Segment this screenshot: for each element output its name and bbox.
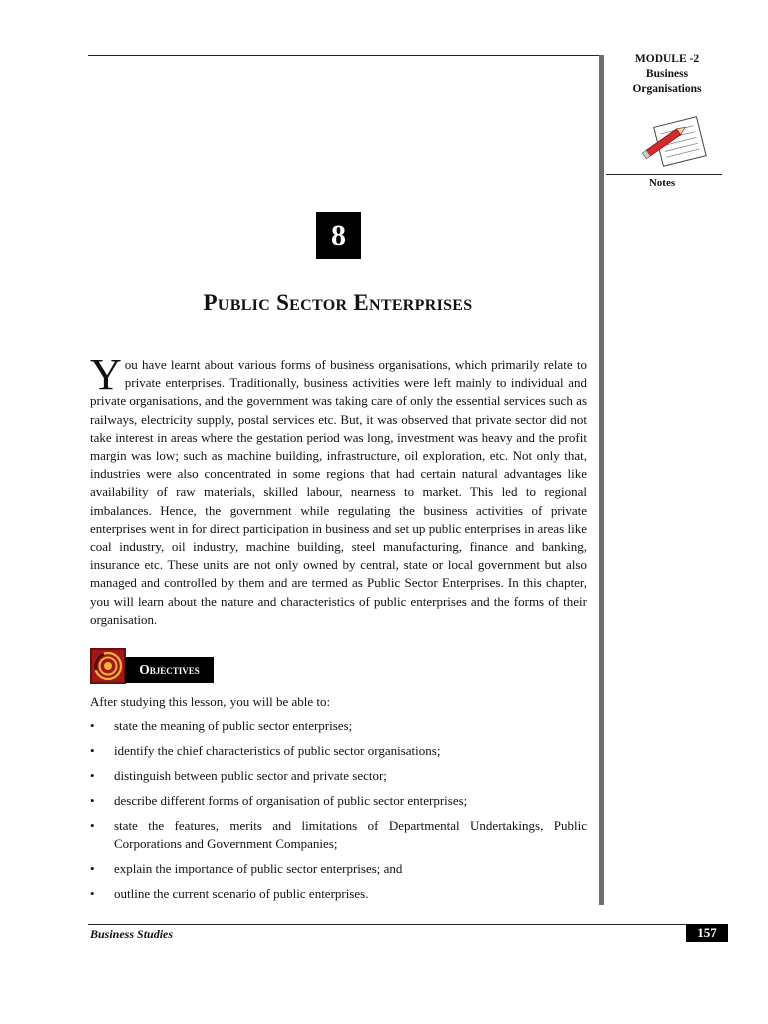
- intro-text: ou have learnt about various forms of business organisations, which primarily relate to private enterprises. Traditionally, business activities were left mainly to individual and private organisations, and the government was taking care of only the essential services such as railways, electricity supply, postal services etc. But, it was observed that private sector did not take interest in areas where the gestation period was long, investment was heavy and the profit margin was low; such as machine building, infrastructure, oil exploration, etc. Not only that, industries were also concentrated in some regions that had certain natural advantages like availability of raw materials, skilled labour, nearness to market. This led to regional imbalances. Hence, the government while regulating the business activities of private enterprises went in for direct participation in business and set up public enterprises in areas like coal industry, oil industry, machine building, steel manufacturing, finance and banking, insurance etc. These units are not only owned by central, state or local government but also managed and controlled by them and are termed as Public Sector Enterprises. In this chapter, you will learn about the nature and characteristics of public enterprises and the forms of their organisation.: [90, 357, 587, 627]
- objective-item: • outline the current scenario of public enterprises.: [90, 885, 587, 903]
- page-number: 157: [686, 924, 728, 942]
- objective-item: • explain the importance of public sector enterprises; and: [90, 860, 587, 878]
- module-header: [612, 52, 722, 97]
- chapter-title: Public Sector Enterprises: [203, 290, 473, 315]
- objectives-label: Objectives: [125, 657, 214, 683]
- module-number: MODULE -2: [634, 53, 700, 65]
- drop-cap: Y: [90, 350, 122, 399]
- objective-item: • distinguish between public sector and private sector;: [90, 767, 587, 785]
- margin-bar: [599, 55, 604, 905]
- top-rule: [88, 55, 600, 56]
- notes-label: Notes: [648, 177, 676, 189]
- notes-pencil-icon: [640, 112, 710, 174]
- footer-book-title: Business Studies: [90, 927, 174, 941]
- objectives-list: [90, 717, 587, 910]
- objectives-target-icon: [90, 648, 126, 684]
- module-topic: Organisations: [632, 83, 702, 95]
- chapter-number: 8: [316, 212, 361, 259]
- footer-rule: [88, 924, 728, 925]
- notes-rule: [606, 174, 722, 175]
- objectives-lead: After studying this lesson, you will be able to:: [90, 694, 331, 709]
- objective-item: • state the features, merits and limitations of Departmental Undertakings, Public Corporations and Government Companies;: [90, 817, 587, 853]
- objective-item: • state the meaning of public sector enterprises;: [90, 717, 587, 735]
- module-subject: Business: [645, 68, 689, 80]
- objective-item: • describe different forms of organisation of public sector enterprises;: [90, 792, 587, 810]
- objective-item: • identify the chief characteristics of public sector organisations;: [90, 742, 587, 760]
- intro-paragraph: [90, 350, 587, 629]
